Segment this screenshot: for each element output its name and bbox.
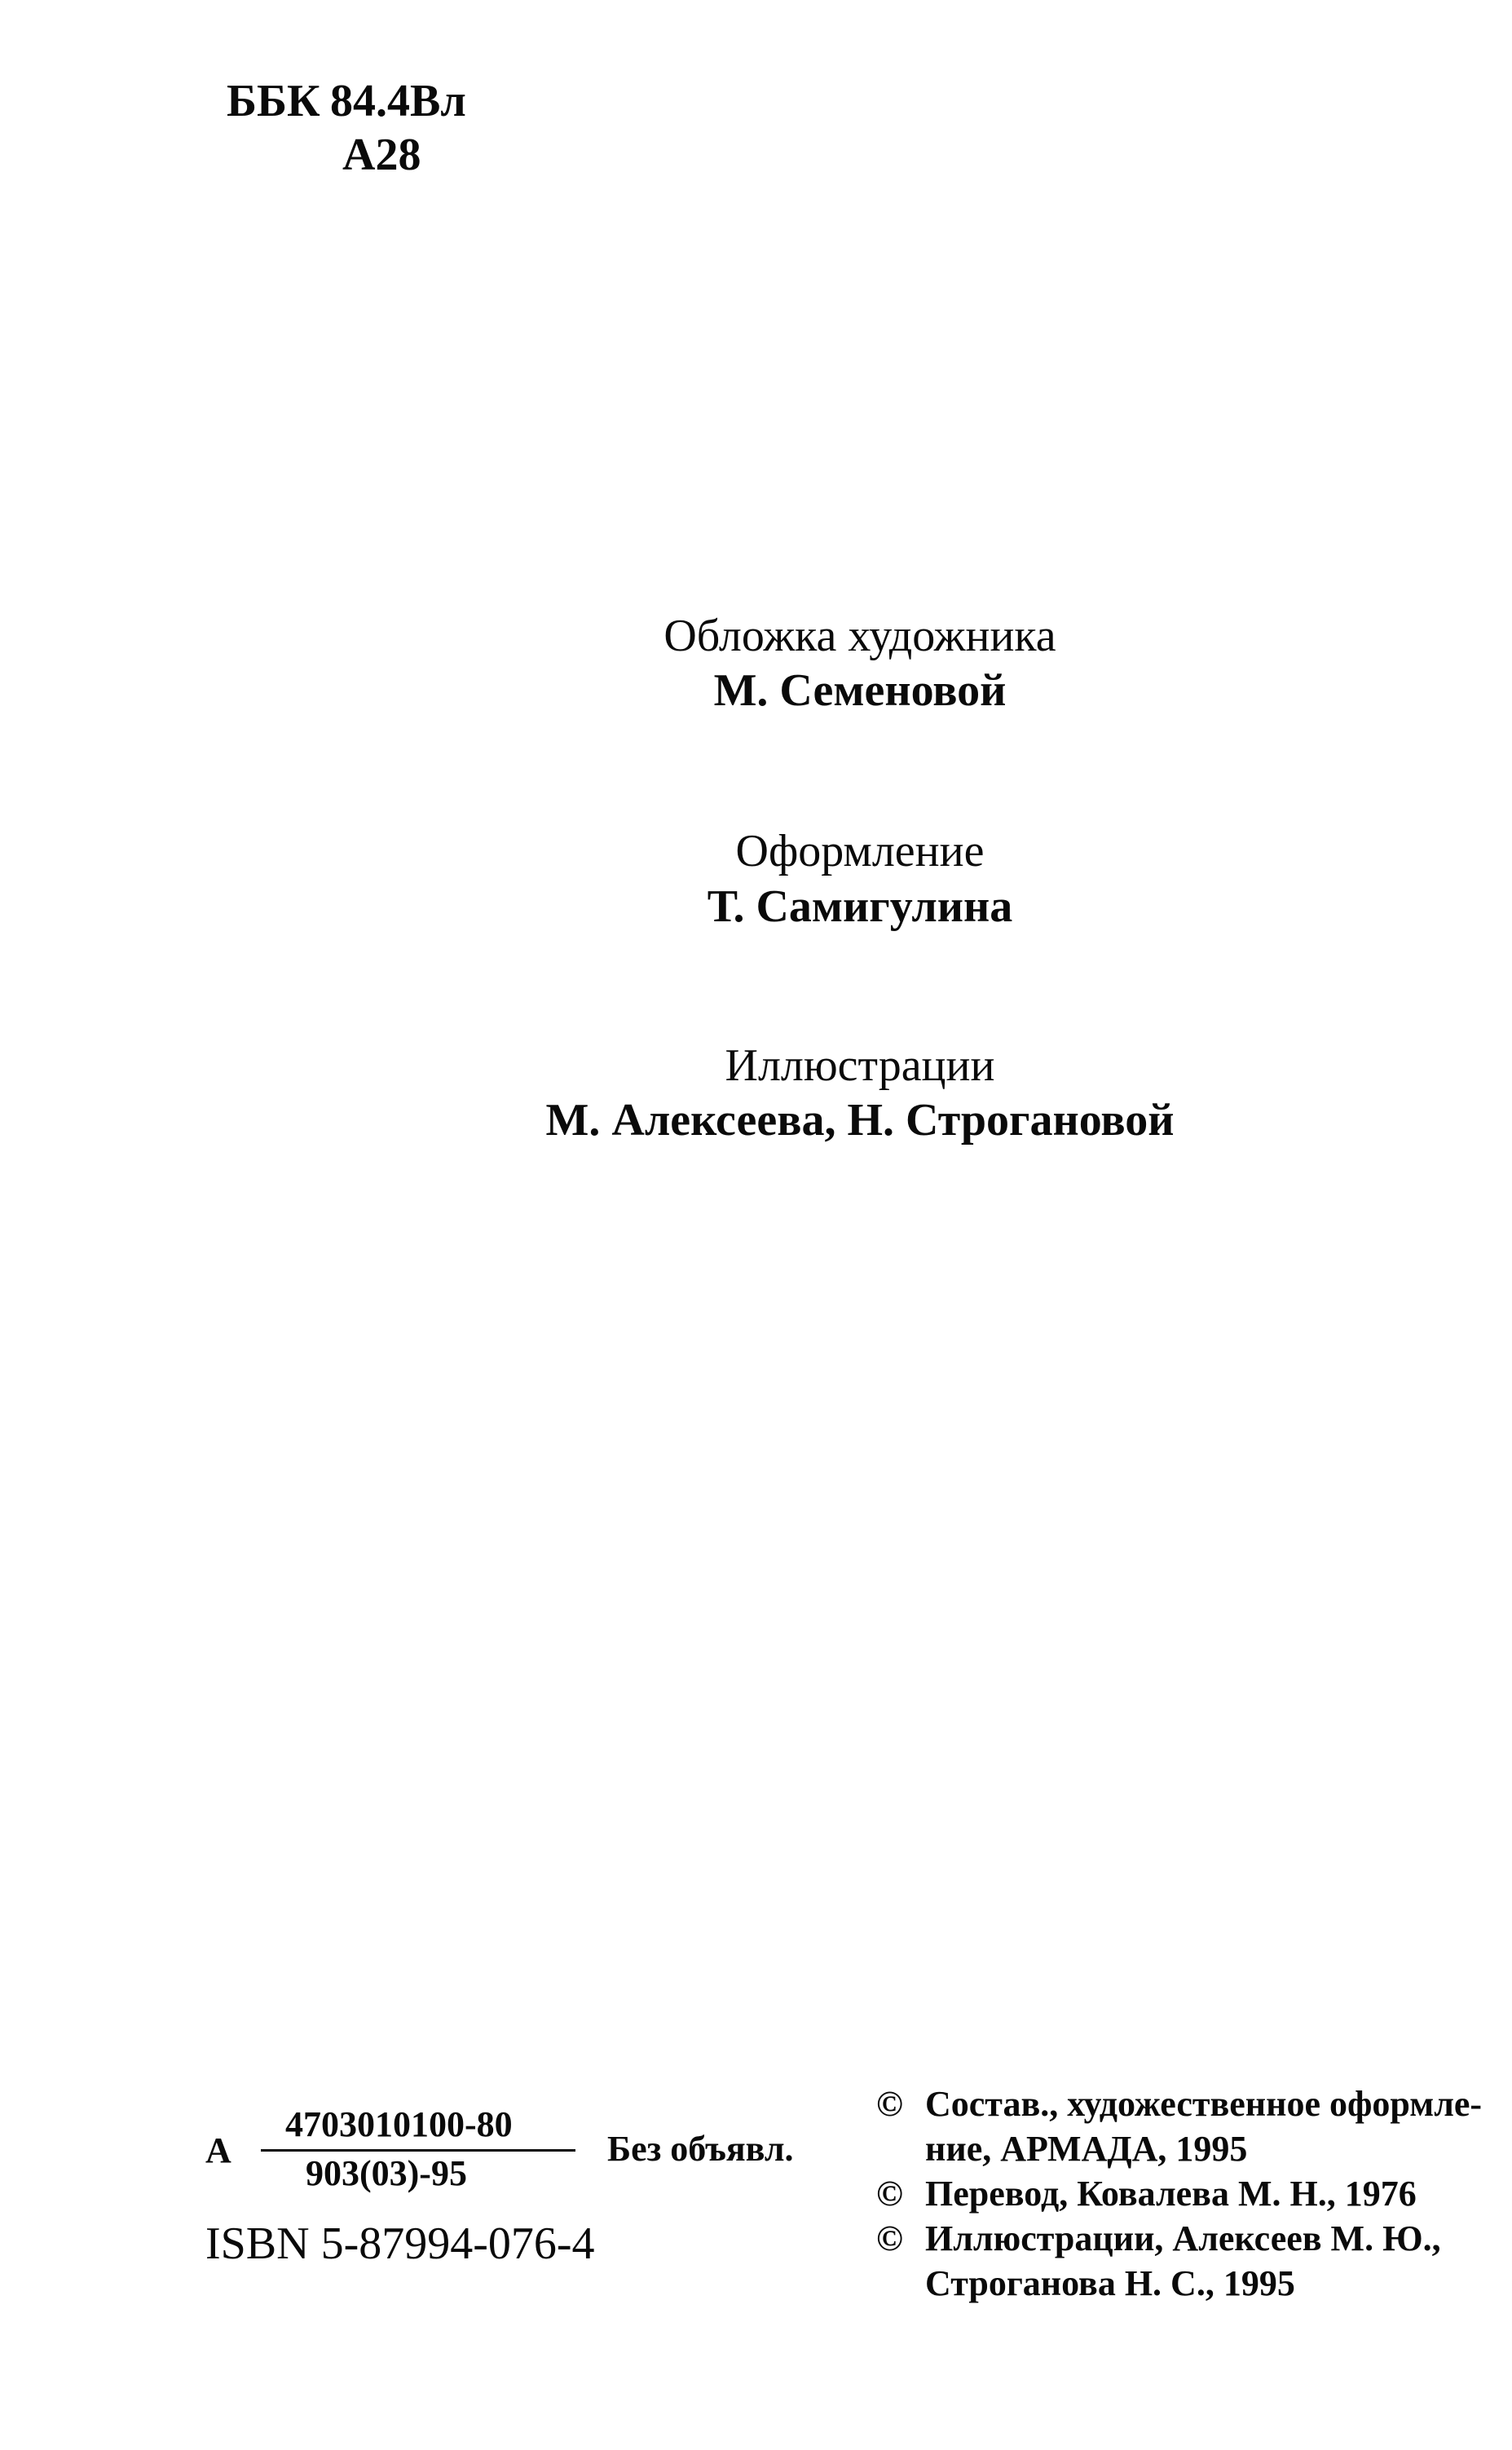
copyright-compilation-cont: ние, АРМАДА, 1995 bbox=[925, 2129, 1248, 2169]
copyright-compilation-text: Состав., художественное оформле- bbox=[925, 2084, 1483, 2124]
cover-artist-role: Обложка художника bbox=[663, 611, 1056, 661]
copyright-icon: © bbox=[876, 2174, 903, 2214]
imprint-fraction-line bbox=[261, 2149, 575, 2152]
copyright-illustrations bbox=[876, 2218, 1441, 2259]
imprint-code-numerator: 4703010100-80 bbox=[285, 2104, 513, 2144]
design-role: Оформление bbox=[735, 826, 985, 876]
author-mark: А28 bbox=[342, 130, 421, 180]
copyright-translation-text: Перевод, Ковалева М. Н., 1976 bbox=[925, 2174, 1417, 2214]
no-announcement-note: Без объявл. bbox=[607, 2129, 794, 2169]
imprint-code-denominator: 903(03)-95 bbox=[306, 2153, 467, 2193]
isbn: ISBN 5-87994-076-4 bbox=[205, 2218, 595, 2269]
illustrators-names: М. Алексеева, Н. Строгановой bbox=[545, 1095, 1175, 1146]
copyright-icon: © bbox=[876, 2084, 903, 2124]
copyright-icon: © bbox=[876, 2218, 903, 2258]
cover-artist-name: М. Семеновой bbox=[713, 665, 1007, 716]
imprint-code-letter: А bbox=[205, 2130, 231, 2170]
designer-name: Т. Самигулина bbox=[707, 881, 1013, 932]
copyright-illustrations-cont: Строганова Н. С., 1995 bbox=[925, 2263, 1295, 2303]
illustrations-role: Иллюстрации bbox=[725, 1040, 995, 1091]
copyright-compilation bbox=[876, 2083, 1482, 2125]
copyright-translation bbox=[876, 2173, 1417, 2214]
bbk-label: ББК bbox=[227, 76, 320, 126]
bbk-index: 84.4Вл bbox=[330, 76, 466, 126]
copyright-illustrations-text: Иллюстрации, Алексеев М. Ю., bbox=[925, 2218, 1441, 2258]
